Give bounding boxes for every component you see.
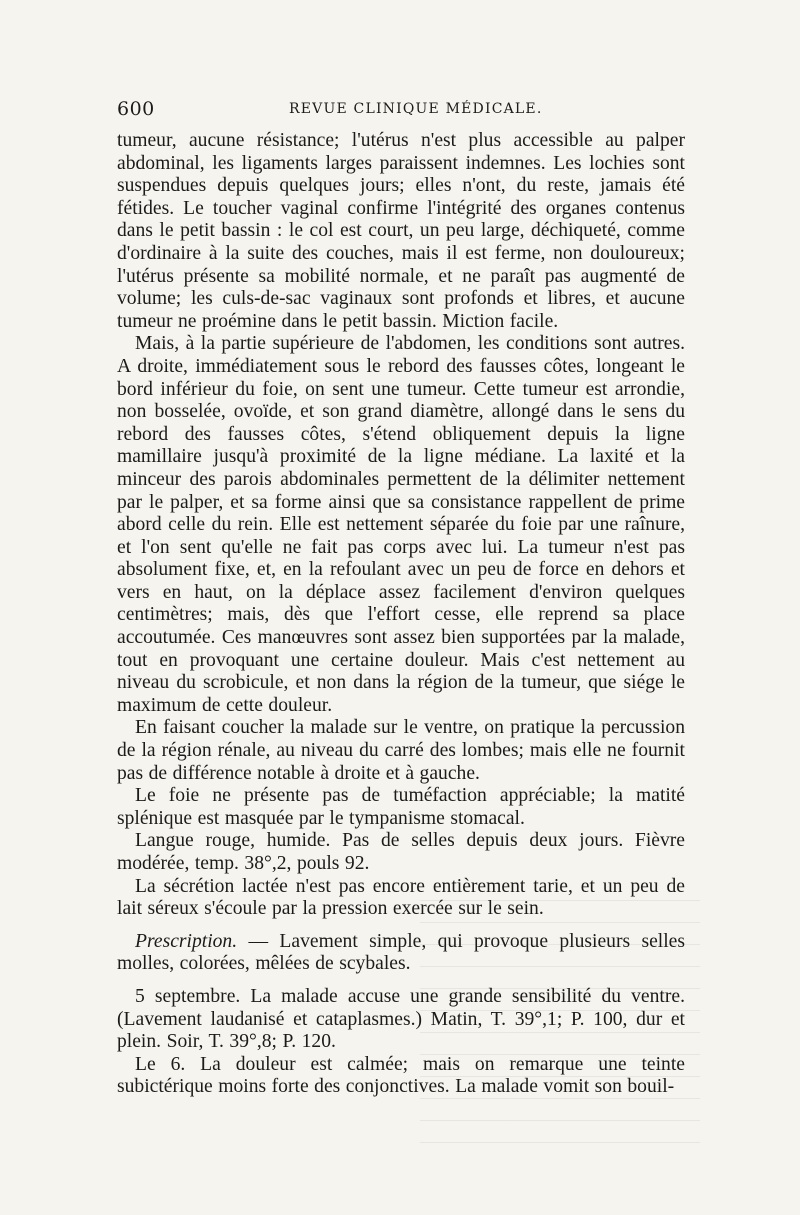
- prescription-text: — Lavement simple, qui provoque plusieurs selles molles, colorées, mêlées de scybales.: [117, 930, 685, 975]
- page-number: 600: [117, 98, 155, 120]
- body-text: [117, 130, 685, 1099]
- paragraph: 5 septembre. La malade accuse une grande sensibilité du ventre. (Lavement laudanisé et cataplasmes.) Matin, T. 39°,1; P. 100, dur et plein. Soir, T. 39°,8; P. 120.: [117, 985, 685, 1053]
- prescription-label: Prescription.: [135, 930, 238, 952]
- paragraph: Langue rouge, humide. Pas de selles depuis deux jours. Fièvre modérée, temp. 38°,2, pouls 92.: [117, 830, 685, 874]
- page-header: [117, 98, 687, 124]
- paragraph: tumeur, aucune résistance; l'utérus n'est plus accessible au palper abdominal, les ligaments larges paraissent indemnes. Les lochies sont suspendues depuis quelques jours; elles n'ont, du reste, jamais été fétides. Le toucher vaginal confirme l'intégrité des organes contenus dans le petit bassin : le col est court, un peu large, déchiqueté, comme d'ordinaire à la suite des couches, mais il est ferme, non douloureux; l'utérus présente sa mobilité normale, et ne paraît pas augmenté de volume; les culs-de-sac vaginaux sont profonds et libres, et aucune tumeur ne proémine dans le petit bassin. Miction facile.: [117, 130, 685, 332]
- paragraph: La sécrétion lactée n'est pas encore entièrement tarie, et un peu de lait séreux s'écoule par la pression exercée sur le sein.: [117, 875, 685, 920]
- paragraph: En faisant coucher la malade sur le ventre, on pratique la percussion de la région rénale, au niveau du carré des lombes; mais elle ne fournit pas de différence notable à droite et à gauche.: [117, 717, 685, 784]
- paragraph: Mais, à la partie supérieure de l'abdomen, les conditions sont autres. A droite, immédiatement sous le rebord des fausses côtes, longeant le bord inférieur du foie, on sent une tumeur. Cette tumeur est arrondie, non bosselée, ovoïde, et son grand diamètre, allongé dans le sens du rebord des fausses côtes, s'étend obliquement depuis la ligne mamillaire jusqu'à proximité de la ligne médiane. La laxité et la minceur des parois abdominales permettent de la délimiter nettement par le palper, et sa forme ainsi que sa consistance rappellent de prime abord celle du rein. Elle est nettement séparée du foie par une raînure, et l'on sent qu'elle ne fait pas corps avec lui. La tumeur n'est pas absolument fixe, et, en la refoulant avec un peu de force en dehors et vers en haut, on la déplace assez facilement d'environ quelques centimètres; mais, dès que l'effort cesse, elle reprend sa place accoutumée. Ces manœuvres sont assez bien supportées par la malade, tout en provoquant une certaine douleur. Mais c'est nettement au niveau du scrobicule, et non dans la région de la tumeur, que siége le maximum de cette douleur.: [117, 333, 685, 716]
- paragraph: Le 6. La douleur est calmée; mais on remarque une teinte subictérique moins forte des conjonctives. La malade vomit son bouil-: [117, 1053, 685, 1098]
- prescription-paragraph: [117, 931, 685, 976]
- running-title: REVUE CLINIQUE MÉDICALE.: [289, 101, 543, 117]
- paragraph: Le foie ne présente pas de tuméfaction appréciable; la matité splénique est masquée par le tympanisme stomacal.: [117, 785, 685, 829]
